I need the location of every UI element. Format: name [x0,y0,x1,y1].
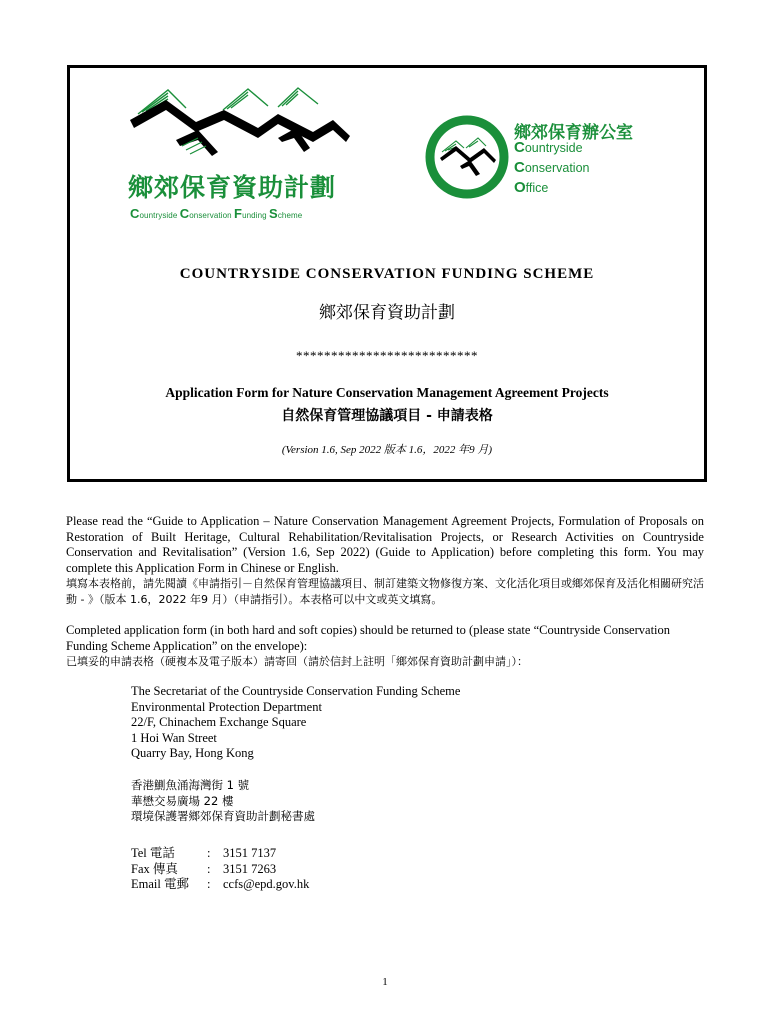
address-line: 1 Hoi Wan Street [131,730,217,745]
tagline-rest-4: cheme [277,211,303,220]
contact-separator: : [207,877,211,891]
address-line: The Secretariat of the Countryside Conservation Funding Scheme [131,684,461,698]
page-number: 1 [382,976,388,988]
contact-row-tel [131,846,309,862]
return-instructions-en: Completed application form (in both hard and soft copies) should be returned to (please state “Countryside Conservation Funding Scheme Application” on the envelope): [66,623,671,653]
ccfs-logo-cjk-name: 鄉郊保育資助計劃 [128,173,337,202]
contact-separator: : [207,861,211,876]
ccfs-logo-graphic [128,80,353,165]
contact-label: Fax 傳真 [131,861,178,876]
cco-rest-2: onservation [524,161,590,175]
address-line: Quarry Bay, Hong Kong [131,746,254,760]
title-separator-stars: ************************** [296,348,478,363]
contact-row-fax [131,862,309,878]
cco-cap-1: C [514,139,525,156]
address-line-cjk: 環境保護署鄉郊保育資助計劃秘書處 [131,809,315,823]
address-line-cjk: 華懋交易廣場 22 樓 [131,793,234,808]
instructions-cjk: 填寫本表格前，請先閱讀《申請指引－自然保育管理協議項目、制訂建築文物修復方案、文化活化項目或鄉郊保育及活化相關研究活動 - 》（版本 1.6，2022 年9 月）（申請指引）。本表格可以中文或英文填寫。 [66,577,704,606]
mailing-address-en [131,684,460,762]
contact-label: Email 電郵 [131,877,189,891]
tagline-cap-2: C [179,206,190,221]
tagline-rest-3: unding [242,211,270,220]
cco-cap-2: C [514,159,525,176]
contact-row-email [131,877,309,893]
contact-separator: : [207,846,211,860]
ccfs-logo-tagline [130,206,302,221]
form-title-cjk: 自然保育管理協議項目 - 申請表格 [281,408,493,424]
instructions-paragraph [66,514,704,608]
document-title-cjk: 鄉郊保育資助計劃 [319,303,455,323]
contact-value: 3151 7137 [223,846,277,860]
tagline-rest-1: ountryside [139,211,180,220]
address-line: 22/F, Chinachem Exchange Square [131,715,307,729]
tagline-cap-4: S [269,206,278,221]
version-note: (Version 1.6, Sep 2022 版本 1.6，2022 年9 月) [281,444,493,456]
instructions-en: Please read the “Guide to Application – Nature Conservation Management Agreement Projects, Formulation of Proposals on Restoration of Built Heritage, Cultural Rehabilitation/Revitalisation Projects, or Research Activities on Countryside Conservation and Revitalisation” (Version 1.6, Sep 2022) (Guide to Application) before completing this form. You may complete this Application Form in Chinese or English. [66,514,704,575]
tagline-rest-2: onservation [189,211,235,220]
cco-logo-cjk-name: 鄉郊保育辦公室 [514,123,633,143]
tagline-cap-1: C [130,206,140,221]
form-title-en: Application Form for Nature Conservation Management Agreement Projects [165,385,609,400]
return-instructions [66,623,704,670]
address-line-cjk: 香港鰂魚涌海灣街 1 號 [131,778,250,792]
cco-cap-3: O [514,179,526,196]
contact-value[interactable]: ccfs@epd.gov.hk [223,877,310,891]
cco-logo-english-name [514,138,589,198]
contact-label: Tel 電話 [131,846,175,860]
address-line: Environmental Protection Department [131,699,322,714]
mailing-address-cjk [131,778,315,825]
contact-value: 3151 7263 [223,861,277,876]
return-instructions-cjk: 已填妥的申請表格（硬複本及電子版本）請寄回（請於信封上註明「鄉郊保育資助計劃申請」）： [66,655,528,668]
cco-rest-1: ountryside [524,141,583,155]
cco-rest-3: ffice [525,181,549,195]
document-title-en: COUNTRYSIDE CONSERVATION FUNDING SCHEME [179,266,595,282]
contact-list [131,846,309,893]
tagline-cap-3: F [234,206,243,221]
cco-logo-emblem [424,114,510,200]
